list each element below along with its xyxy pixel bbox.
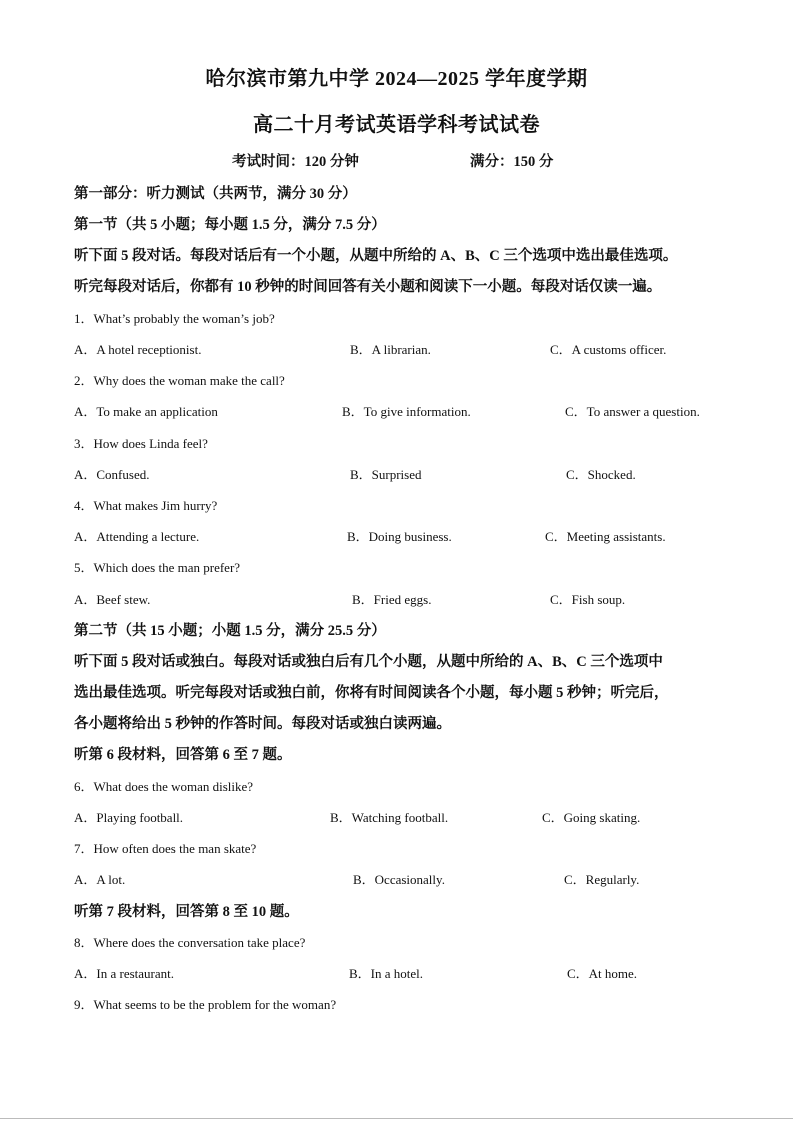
section2-instruction-line: 选出最佳选项。听完每段对话或独白前，你将有时间阅读各个小题，每小题 5 秒钟；听完后， <box>74 685 669 701</box>
full-score: 满分：150 分 <box>470 154 554 170</box>
q6-option-a: A．Playing football. <box>74 810 184 825</box>
question-9: 9．What seems to be the problem for the woman? <box>74 997 337 1012</box>
q5-option-b: B．Fried eggs. <box>352 592 432 607</box>
material-7-heading: 听第 7 段材料，回答第 8 至 10 题。 <box>74 904 299 920</box>
q8-option-a: A．In a restaurant. <box>74 966 174 981</box>
q4-option-c: C．Meeting assistants. <box>545 529 666 544</box>
section1-instruction-line: 听下面 5 段对话。每段对话后有一个小题，从题中所给的 A、B、C 三个选项中选出最佳选项。 <box>74 248 678 264</box>
section1-instruction-line: 听完每段对话后，你都有 10 秒钟的时间回答有关小题和阅读下一小题。每段对话仅读一遍。 <box>74 279 662 295</box>
q2-option-b: B．To give information. <box>342 404 471 419</box>
exam-title-line1: 哈尔滨市第九中学 2024—2025 学年度学期 <box>205 68 588 90</box>
question-8: 8．Where does the conversation take place? <box>74 935 306 950</box>
q2-option-c: C．To answer a question. <box>565 404 700 419</box>
question-1: 1．What’s probably the woman’s job? <box>74 311 275 326</box>
material-6-heading: 听第 6 段材料，回答第 6 至 7 题。 <box>74 747 292 763</box>
q3-option-b: B．Surprised <box>350 467 422 482</box>
section1-heading: 第一节（共 5 小题；每小题 1.5 分，满分 7.5 分） <box>74 217 386 233</box>
question-2: 2．Why does the woman make the call? <box>74 373 285 388</box>
q8-option-b: B．In a hotel. <box>349 966 424 981</box>
q8-option-c: C．At home. <box>567 966 638 981</box>
section2-instruction-line: 听下面 5 段对话或独白。每段对话或独白后有几个小题，从题中所给的 A、B、C 三个选项中 <box>74 654 663 670</box>
q4-option-b: B．Doing business. <box>347 529 452 544</box>
question-6: 6．What does the woman dislike? <box>74 779 254 794</box>
q5-option-c: C．Fish soup. <box>550 592 626 607</box>
page-bottom-rule <box>0 1118 793 1119</box>
exam-title-line2: 高二十月考试英语学科考试试卷 <box>253 114 540 136</box>
q4-option-a: A．Attending a lecture. <box>74 529 200 544</box>
question-5: 5．Which does the man prefer? <box>74 560 241 575</box>
q2-option-a: A．To make an application <box>74 404 218 419</box>
part1-heading: 第一部分：听力测试（共两节，满分 30 分） <box>74 186 357 202</box>
q7-option-a: A．A lot. <box>74 872 126 887</box>
q7-option-b: B．Occasionally. <box>353 872 445 887</box>
q6-option-b: B．Watching football. <box>330 810 449 825</box>
q1-option-c: C．A customs officer. <box>550 342 667 357</box>
q5-option-a: A．Beef stew. <box>74 592 151 607</box>
q3-option-c: C．Shocked. <box>566 467 636 482</box>
q7-option-c: C．Regularly. <box>564 872 640 887</box>
question-4: 4．What makes Jim hurry? <box>74 498 218 513</box>
exam-time: 考试时间：120 分钟 <box>232 154 359 170</box>
q1-option-b: B．A librarian. <box>350 342 431 357</box>
q6-option-c: C．Going skating. <box>542 810 641 825</box>
section2-instruction-line: 各小题将给出 5 秒钟的作答时间。每段对话或独白读两遍。 <box>74 716 451 732</box>
section2-heading: 第二节（共 15 小题；小题 1.5 分，满分 25.5 分） <box>74 623 386 639</box>
question-3: 3．How does Linda feel? <box>74 436 208 451</box>
q3-option-a: A．Confused. <box>74 467 150 482</box>
question-7: 7．How often does the man skate? <box>74 841 257 856</box>
q1-option-a: A．A hotel receptionist. <box>74 342 202 357</box>
